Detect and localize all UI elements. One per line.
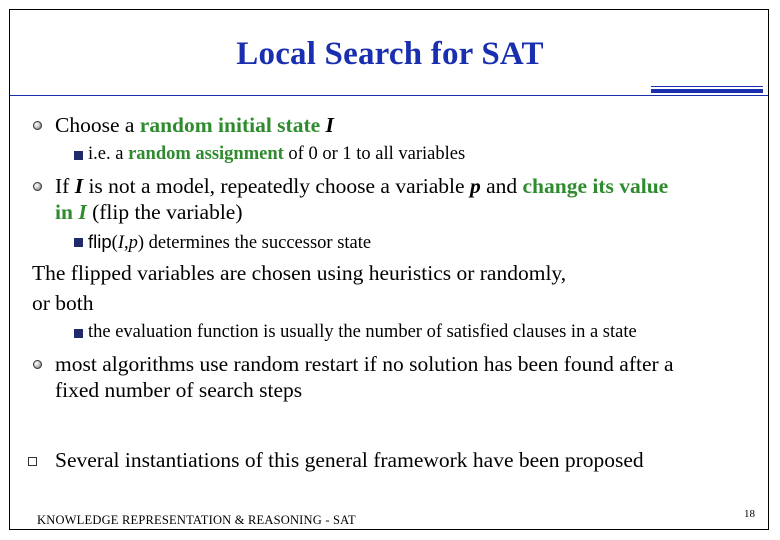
variable-I: I bbox=[117, 233, 124, 253]
title-rule bbox=[10, 95, 768, 96]
square-bullet-icon bbox=[74, 151, 83, 160]
text: ( bbox=[111, 233, 118, 253]
bullet-instantiations: Several instantiations of this general framework have been proposed bbox=[55, 448, 644, 472]
variable-I: I bbox=[78, 200, 87, 224]
variable-p: p bbox=[469, 174, 481, 198]
round-bullet-icon bbox=[33, 121, 42, 130]
bullet-flip-line1 bbox=[55, 174, 668, 199]
text: If bbox=[55, 174, 75, 198]
round-bullet-icon bbox=[33, 182, 42, 191]
text: is not a model, repeatedly choose a variable bbox=[83, 174, 470, 198]
highlight-text: in bbox=[55, 200, 73, 224]
hollow-square-bullet-icon bbox=[28, 457, 37, 466]
text: of 0 or 1 to all variables bbox=[283, 144, 466, 164]
footer-text: KNOWLEDGE REPRESENTATION & REASONING - SAT bbox=[37, 513, 356, 527]
bullet-flip-line2 bbox=[55, 200, 243, 225]
text: Choose a bbox=[55, 113, 140, 137]
paragraph-line1: The flipped variables are chosen using heuristics or randomly, bbox=[32, 261, 567, 285]
variable-p: p bbox=[128, 233, 138, 253]
subbullet-flip-function bbox=[88, 231, 371, 254]
square-bullet-icon bbox=[74, 329, 83, 338]
text: , bbox=[124, 233, 129, 253]
slide-title: Local Search for SAT bbox=[236, 36, 544, 72]
page-number: 18 bbox=[744, 508, 755, 520]
text: (flip the variable) bbox=[86, 200, 243, 224]
bullet-restart-line2: fixed number of search steps bbox=[55, 378, 303, 402]
title-rule-accent-top bbox=[651, 86, 763, 87]
subbullet-evaluation-function: the evaluation function is usually the number of satisfied clauses in a state bbox=[88, 322, 637, 342]
highlight-text: change its value bbox=[522, 174, 669, 198]
square-bullet-icon bbox=[74, 238, 83, 247]
function-name: flip bbox=[88, 231, 112, 252]
bullet-restart-line1: most algorithms use random restart if no solution has been found after a bbox=[55, 352, 674, 376]
highlight-text: random assignment bbox=[128, 144, 284, 164]
paragraph-line2: or both bbox=[32, 291, 94, 315]
round-bullet-icon bbox=[33, 360, 42, 369]
title-rule-accent bbox=[651, 89, 763, 93]
variable-I: I bbox=[74, 174, 84, 198]
variable-I: I bbox=[325, 113, 334, 137]
bullet-random-initial-state bbox=[55, 113, 334, 138]
text: ) bbox=[137, 233, 145, 253]
text: determines the successor state bbox=[144, 233, 372, 253]
text: and bbox=[480, 174, 523, 198]
highlight-text: random initial state bbox=[139, 113, 321, 137]
text: i.e. a bbox=[88, 144, 129, 164]
subbullet-random-assignment bbox=[88, 144, 465, 165]
